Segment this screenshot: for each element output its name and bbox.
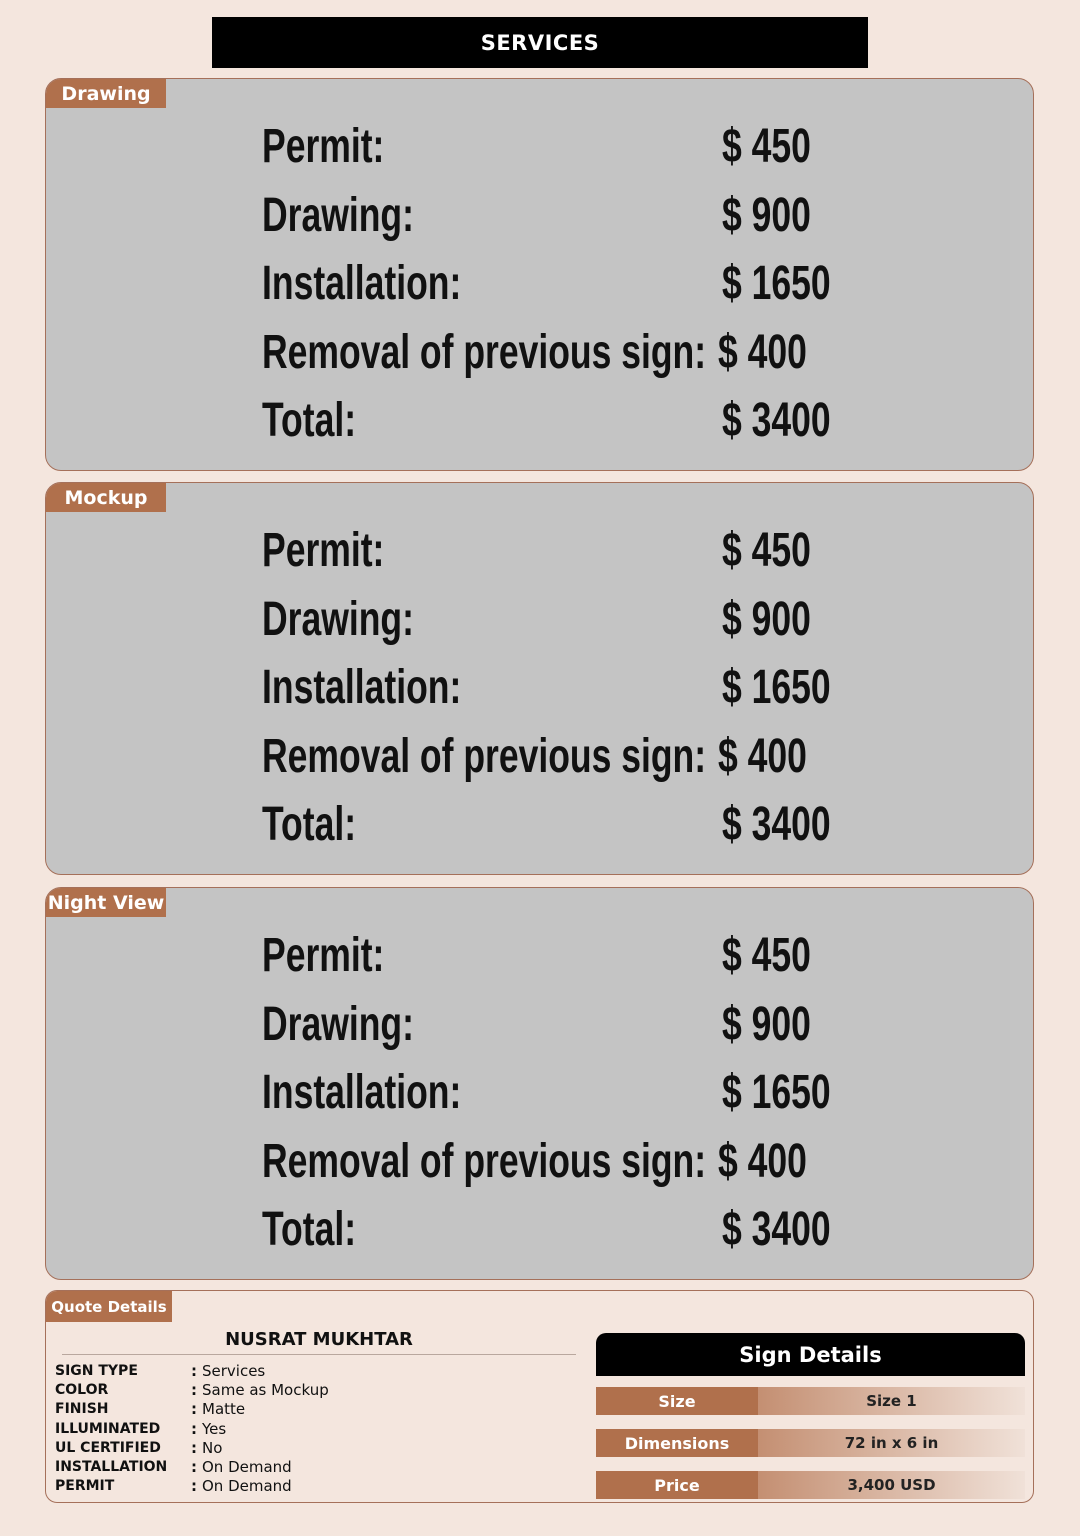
panel-tab-mockup[interactable]: Mockup xyxy=(46,483,166,512)
price-label: Installation: xyxy=(262,1066,462,1119)
price-row xyxy=(262,586,902,655)
price-amount: $ 450 xyxy=(722,120,811,173)
total-row xyxy=(262,387,902,456)
total-row xyxy=(262,1196,902,1265)
detail-value: Same as Mockup xyxy=(202,1381,329,1400)
price-row xyxy=(262,1128,902,1197)
detail-key: ILLUMINATED xyxy=(55,1420,161,1437)
detail-value: On Demand xyxy=(202,1477,292,1496)
panel-tab-drawing[interactable]: Drawing xyxy=(46,79,166,108)
detail-row xyxy=(55,1458,375,1477)
price-label: Removal of previous sign: xyxy=(262,1134,707,1188)
detail-colon: : xyxy=(191,1362,197,1380)
sign-detail-row-price xyxy=(596,1471,1025,1499)
total-label: Total: xyxy=(262,798,357,851)
detail-colon: : xyxy=(191,1477,197,1496)
detail-row xyxy=(55,1400,375,1419)
services-panel-mockup xyxy=(45,482,1034,875)
price-label: Permit: xyxy=(262,524,385,577)
price-amount: $ 1650 xyxy=(722,257,831,310)
price-amount: $ 1650 xyxy=(722,661,831,714)
quote-details-list xyxy=(55,1362,375,1496)
detail-row xyxy=(55,1362,375,1381)
detail-key: PERMIT xyxy=(55,1478,115,1495)
sign-detail-value: Size 1 xyxy=(758,1387,1025,1415)
sign-detail-key: Dimensions xyxy=(596,1429,758,1457)
page-title: SERVICES xyxy=(212,17,868,68)
detail-colon: : xyxy=(191,1400,197,1419)
price-amount: $ 900 xyxy=(722,592,811,646)
price-label: Installation: xyxy=(262,661,462,714)
detail-row xyxy=(55,1420,375,1439)
total-amount: $ 3400 xyxy=(722,1203,831,1256)
detail-value: Matte xyxy=(202,1400,246,1419)
price-amount: $ 400 xyxy=(718,325,807,379)
detail-colon: : xyxy=(191,1457,197,1476)
sign-detail-row-dimensions xyxy=(596,1429,1025,1457)
price-amount: $ 900 xyxy=(722,188,811,242)
detail-value: Services xyxy=(202,1362,266,1380)
detail-row xyxy=(55,1439,375,1458)
price-amount: $ 400 xyxy=(718,1134,807,1188)
total-amount: $ 3400 xyxy=(722,394,831,447)
services-panel-night-view xyxy=(45,887,1034,1280)
price-label: Drawing: xyxy=(262,188,414,242)
price-label: Removal of previous sign: xyxy=(262,729,707,783)
detail-key: COLOR xyxy=(55,1382,109,1399)
price-row xyxy=(262,517,902,586)
sign-details-title: Sign Details xyxy=(596,1333,1025,1376)
detail-row xyxy=(55,1477,375,1496)
price-label: Drawing: xyxy=(262,592,414,646)
detail-value: On Demand xyxy=(202,1457,292,1476)
total-label: Total: xyxy=(262,394,357,447)
total-row xyxy=(262,791,902,860)
price-amount: $ 400 xyxy=(718,729,807,783)
price-label: Permit: xyxy=(262,120,385,173)
price-row xyxy=(262,319,902,388)
price-row xyxy=(262,250,902,319)
total-amount: $ 3400 xyxy=(722,798,831,851)
detail-row xyxy=(55,1381,375,1400)
price-row xyxy=(262,654,902,723)
panel-tab-night-view[interactable]: Night View xyxy=(46,888,166,917)
price-amount: $ 1650 xyxy=(722,1066,831,1119)
detail-key: FINISH xyxy=(55,1401,109,1418)
quote-details-tab[interactable]: Quote Details xyxy=(46,1291,172,1322)
detail-value: No xyxy=(202,1438,223,1457)
total-label: Total: xyxy=(262,1203,357,1256)
price-row xyxy=(262,991,902,1060)
detail-colon: : xyxy=(191,1381,197,1400)
client-name: NUSRAT MUKHTAR xyxy=(225,1329,413,1350)
price-amount: $ 450 xyxy=(722,929,811,982)
services-panel-drawing xyxy=(45,78,1034,471)
sign-detail-row-size xyxy=(596,1387,1025,1415)
detail-key: UL CERTIFIED xyxy=(55,1439,161,1456)
price-amount: $ 900 xyxy=(722,997,811,1051)
sign-detail-value: 72 in x 6 in xyxy=(758,1429,1025,1457)
detail-value: Yes xyxy=(202,1419,227,1438)
quote-details-card xyxy=(45,1290,1034,1503)
price-row xyxy=(262,182,902,251)
price-row xyxy=(262,1059,902,1128)
sign-detail-key: Size xyxy=(596,1387,758,1415)
divider xyxy=(62,1354,576,1355)
price-label: Installation: xyxy=(262,257,462,310)
sign-detail-value: 3,400 USD xyxy=(758,1471,1025,1499)
sign-detail-key: Price xyxy=(596,1471,758,1499)
detail-key: SIGN TYPE xyxy=(55,1363,138,1379)
price-label: Removal of previous sign: xyxy=(262,325,707,379)
detail-colon: : xyxy=(191,1438,197,1457)
price-row xyxy=(262,723,902,792)
price-label: Drawing: xyxy=(262,997,414,1051)
price-label: Permit: xyxy=(262,929,385,982)
price-row xyxy=(262,922,902,991)
detail-key: INSTALLATION xyxy=(55,1458,168,1475)
price-amount: $ 450 xyxy=(722,524,811,577)
detail-colon: : xyxy=(191,1419,197,1438)
price-row xyxy=(262,113,902,182)
